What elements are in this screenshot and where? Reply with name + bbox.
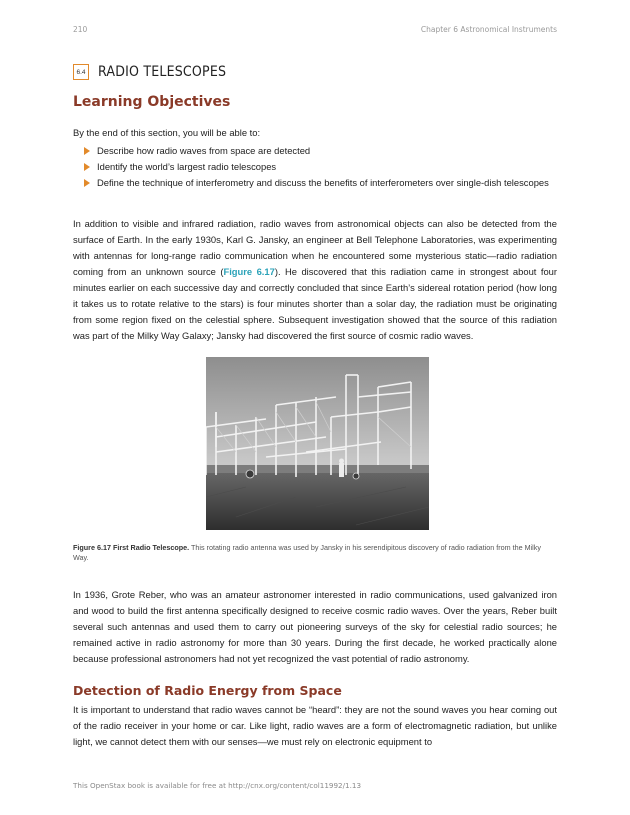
paragraph-jansky: In addition to visible and infrared radiation, radio waves from astronomical objects can also be detected from the surface of Earth. In the early 1930s, Karl G. Jansky, an engineer at Bell Telephone Laboratories, was experimenting with antennas for long-range radio communication when he encountered some mysterious static—radio radiation coming from an unknown source (Figure 6.17). He discovered that this radiation came in strongest about four minutes earlier on each successive day and correctly concluded that since Earth’s sidereal rotation period (how long it takes us to rotate relative to the stars) is four minutes shorter than a solar day, the radiation must be originating from some region fixed on the celestial sphere. Subsequent investigation showed that the source of this radiation was part of the Milky Way Galaxy; Jansky had discovered the first source of cosmic radio waves.: [73, 218, 558, 341]
section-number-box: 6.4: [73, 64, 89, 80]
section-title: RADIO TELESCOPES: [98, 64, 227, 80]
bullet-arrow-icon: [84, 147, 90, 155]
footer-availability: This OpenStax book is available for free at http://cnx.org/content/col11992/1.13: [73, 781, 362, 790]
page-number: 210: [73, 25, 88, 34]
bullet-arrow-icon: [84, 163, 90, 171]
figure-photo-radio-antenna: [206, 357, 429, 530]
chapter-title: Chapter 6 Astronomical Instruments: [420, 25, 557, 34]
paragraph-detection: It is important to understand that radio waves cannot be “heard”: they are not the sound waves you hear coming out of the radio receiver in your home or car. Like light, radio waves are a form of electromagnetic radiation, but unlike light, we cannot detect them with our senses—we must rely on electronic equipment to: [73, 704, 557, 747]
paragraph-reber: In 1936, Grote Reber, who was an amateur astronomer interested in radio communications, used galvanized iron and wood to build the first antenna specifically designed to receive cosmic radio waves. Over the years, Reber built several such antennas and used them to carry out pioneering surveys of the sky for celestial radio sources; he remained active in radio astronomy for more than 30 years. During the first decade, he worked practically alone because professional astronomers had not yet recognized the vast potential of radio astronomy.: [73, 589, 557, 664]
figure-link[interactable]: Figure 6.17: [223, 266, 275, 277]
figure-label: Figure 6.17 First Radio Telescope.: [73, 543, 190, 552]
objectives-intro: By the end of this section, you will be able to:: [73, 127, 261, 138]
list-item: Identify the world’s largest radio telescopes: [84, 159, 557, 175]
bullet-arrow-icon: [84, 179, 90, 187]
list-item: Define the technique of interferometry and discuss the benefits of interferometers over single-dish telescopes: [84, 175, 557, 191]
objectives-list: [84, 143, 557, 191]
learning-objectives-heading: Learning Objectives: [73, 94, 231, 110]
subsection-heading: Detection of Radio Energy from Space: [73, 683, 342, 698]
antenna-photo-illustration: [206, 357, 429, 530]
list-item: Describe how radio waves from space are detected: [84, 143, 557, 159]
figure-caption: Figure 6.17 First Radio Telescope. This rotating radio antenna was used by Jansky in his serendipitous discovery of radio radiation from the Milky Way.: [73, 543, 541, 562]
